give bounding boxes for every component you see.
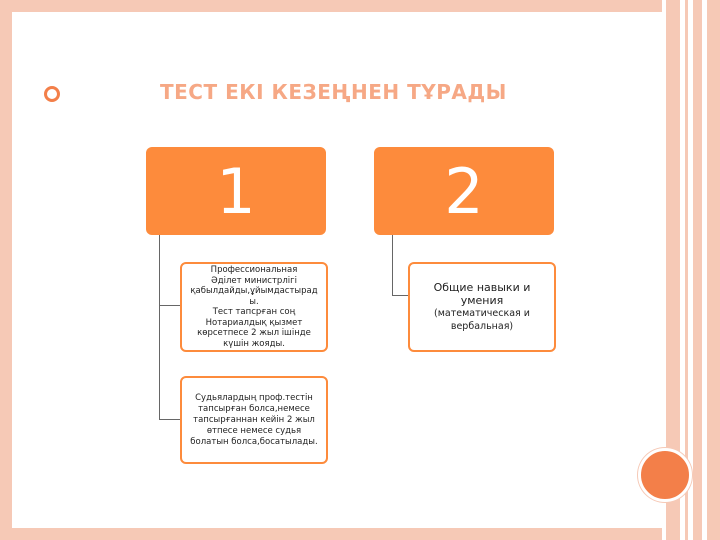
stage2-box1-line: умения xyxy=(460,294,504,307)
stage1-box1-line: ы. xyxy=(249,296,259,307)
stage1-number: 1 xyxy=(216,154,256,228)
stage2-number-box xyxy=(374,147,554,235)
stage1-box1-line: Тест тапсрған соң xyxy=(212,307,296,317)
stage2-general-skills-box xyxy=(408,262,556,352)
connector-stage1-trunk xyxy=(159,235,160,419)
stage1-box2-line: болатын болса,босатылады. xyxy=(190,436,318,447)
stage1-box2-line: тапсырғаннан кейін 2 жыл xyxy=(193,414,315,425)
slide-frame-top xyxy=(12,0,662,12)
connector-stage1-branch2 xyxy=(159,419,182,420)
stage1-box1-line: көрсетпесе 2 жыл ішінде xyxy=(197,328,311,338)
stage1-number-box xyxy=(146,147,326,235)
connector-stage1-branch1 xyxy=(159,305,182,306)
slide-frame-bottom xyxy=(12,528,662,540)
stage1-professional-box xyxy=(180,262,328,352)
stage1-box2-line: тапсырған болса,немесе xyxy=(198,403,310,414)
connector-stage2-trunk xyxy=(392,235,393,295)
stage1-box1-line: Әділет министрлігі xyxy=(211,275,297,286)
stage1-box1-line: Профессиональная xyxy=(210,265,298,275)
stage2-number: 2 xyxy=(444,154,484,228)
stage2-box1-line: Общие навыки и xyxy=(433,281,531,294)
stage1-judges-box xyxy=(180,376,328,464)
stage1-box1-line: Нотариалдық қызмет xyxy=(205,317,303,328)
stage1-box2-line: Судьялардың проф.тестін xyxy=(195,392,313,403)
stage1-box1-line: күшін жояды. xyxy=(223,338,285,349)
stage2-box1-line: (математическая и xyxy=(434,308,530,319)
stage2-box1-line: вербальная) xyxy=(450,321,514,332)
slide-frame-left xyxy=(0,0,12,540)
slide-title: ТЕСТ ЕКІ КЕЗЕҢНЕН ТҰРАДЫ xyxy=(160,80,507,104)
stage1-box2-line: өтпесе немесе судья xyxy=(206,425,302,436)
stage1-box1-line: қабылдайды,ұйымдастырад xyxy=(190,286,318,296)
bullet-icon xyxy=(44,86,60,102)
decorative-circle xyxy=(638,448,692,502)
